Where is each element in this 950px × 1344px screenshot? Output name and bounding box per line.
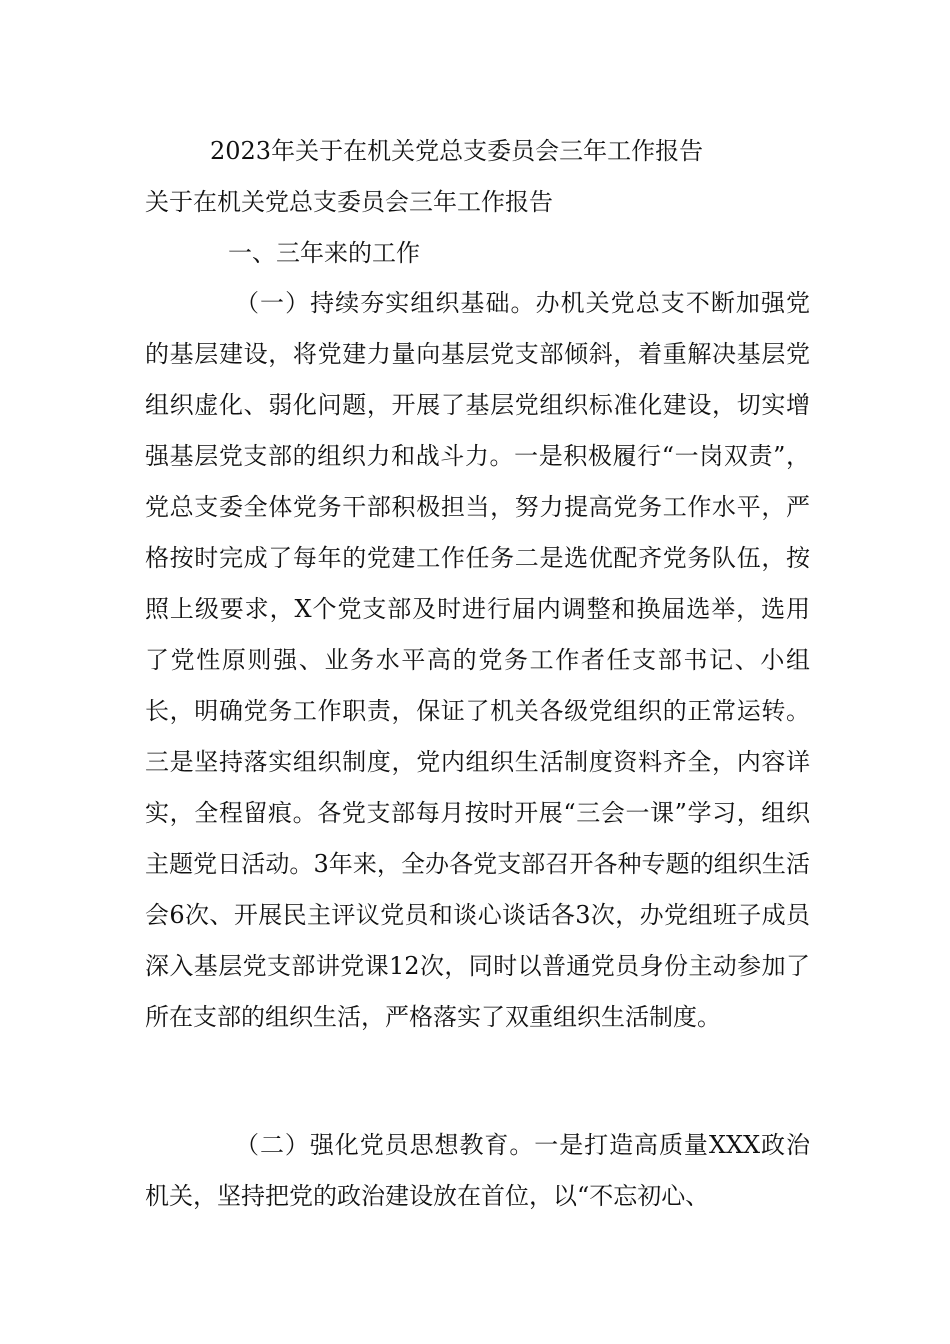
document-title: 2023年关于在机关党总支委员会三年工作报告 bbox=[210, 137, 704, 165]
document-subtitle: 关于在机关党总支委员会三年工作报告 bbox=[145, 188, 553, 216]
paragraph-organization-foundation: （一）持续夯实组织基础。办机关党总支不断加强党的基层建设，将党建力量向基层党支部倾斜，着重解决基层党组织虚化、弱化问题，开展了基层党组织标准化建设，切实增强基层党支部的组织力和战斗力。一是积极履行“一岗双责”，党总支委全体党务干部积极担当，努力提高党务工作水平，严格按时完成了每年的党建工作任务二是选优配齐党务队伍，按照上级要求，X个党支部及时进行届内调整和换届选举，选用了党性原则强、业务水平高的党务工作者任支部书记、小组长，明确党务工作职责，保证了机关各级党组织的正常运转。三是坚持落实组织制度，党内组织生活制度资料齐全，内容详实，全程留痕。各党支部每月按时开展“三会一课”学习，组织主题党日活动。3年来，全办各党支部召开各种专题的组织生活会6次、开展民主评议党员和谈心谈话各3次，办党组班子成员深入基层党支部讲党课12次，同时以普通党员身份主动参加了所在支部的组织生活，严格落实了双重组织生活制度。 bbox=[145, 289, 810, 1031]
section-heading: 一、三年来的工作 bbox=[228, 239, 420, 267]
paragraph-ideological-education: （二）强化党员思想教育。一是打造高质量XXX政治机关，坚持把党的政治建设放在首位，以“不忘初心、 bbox=[145, 1131, 810, 1210]
